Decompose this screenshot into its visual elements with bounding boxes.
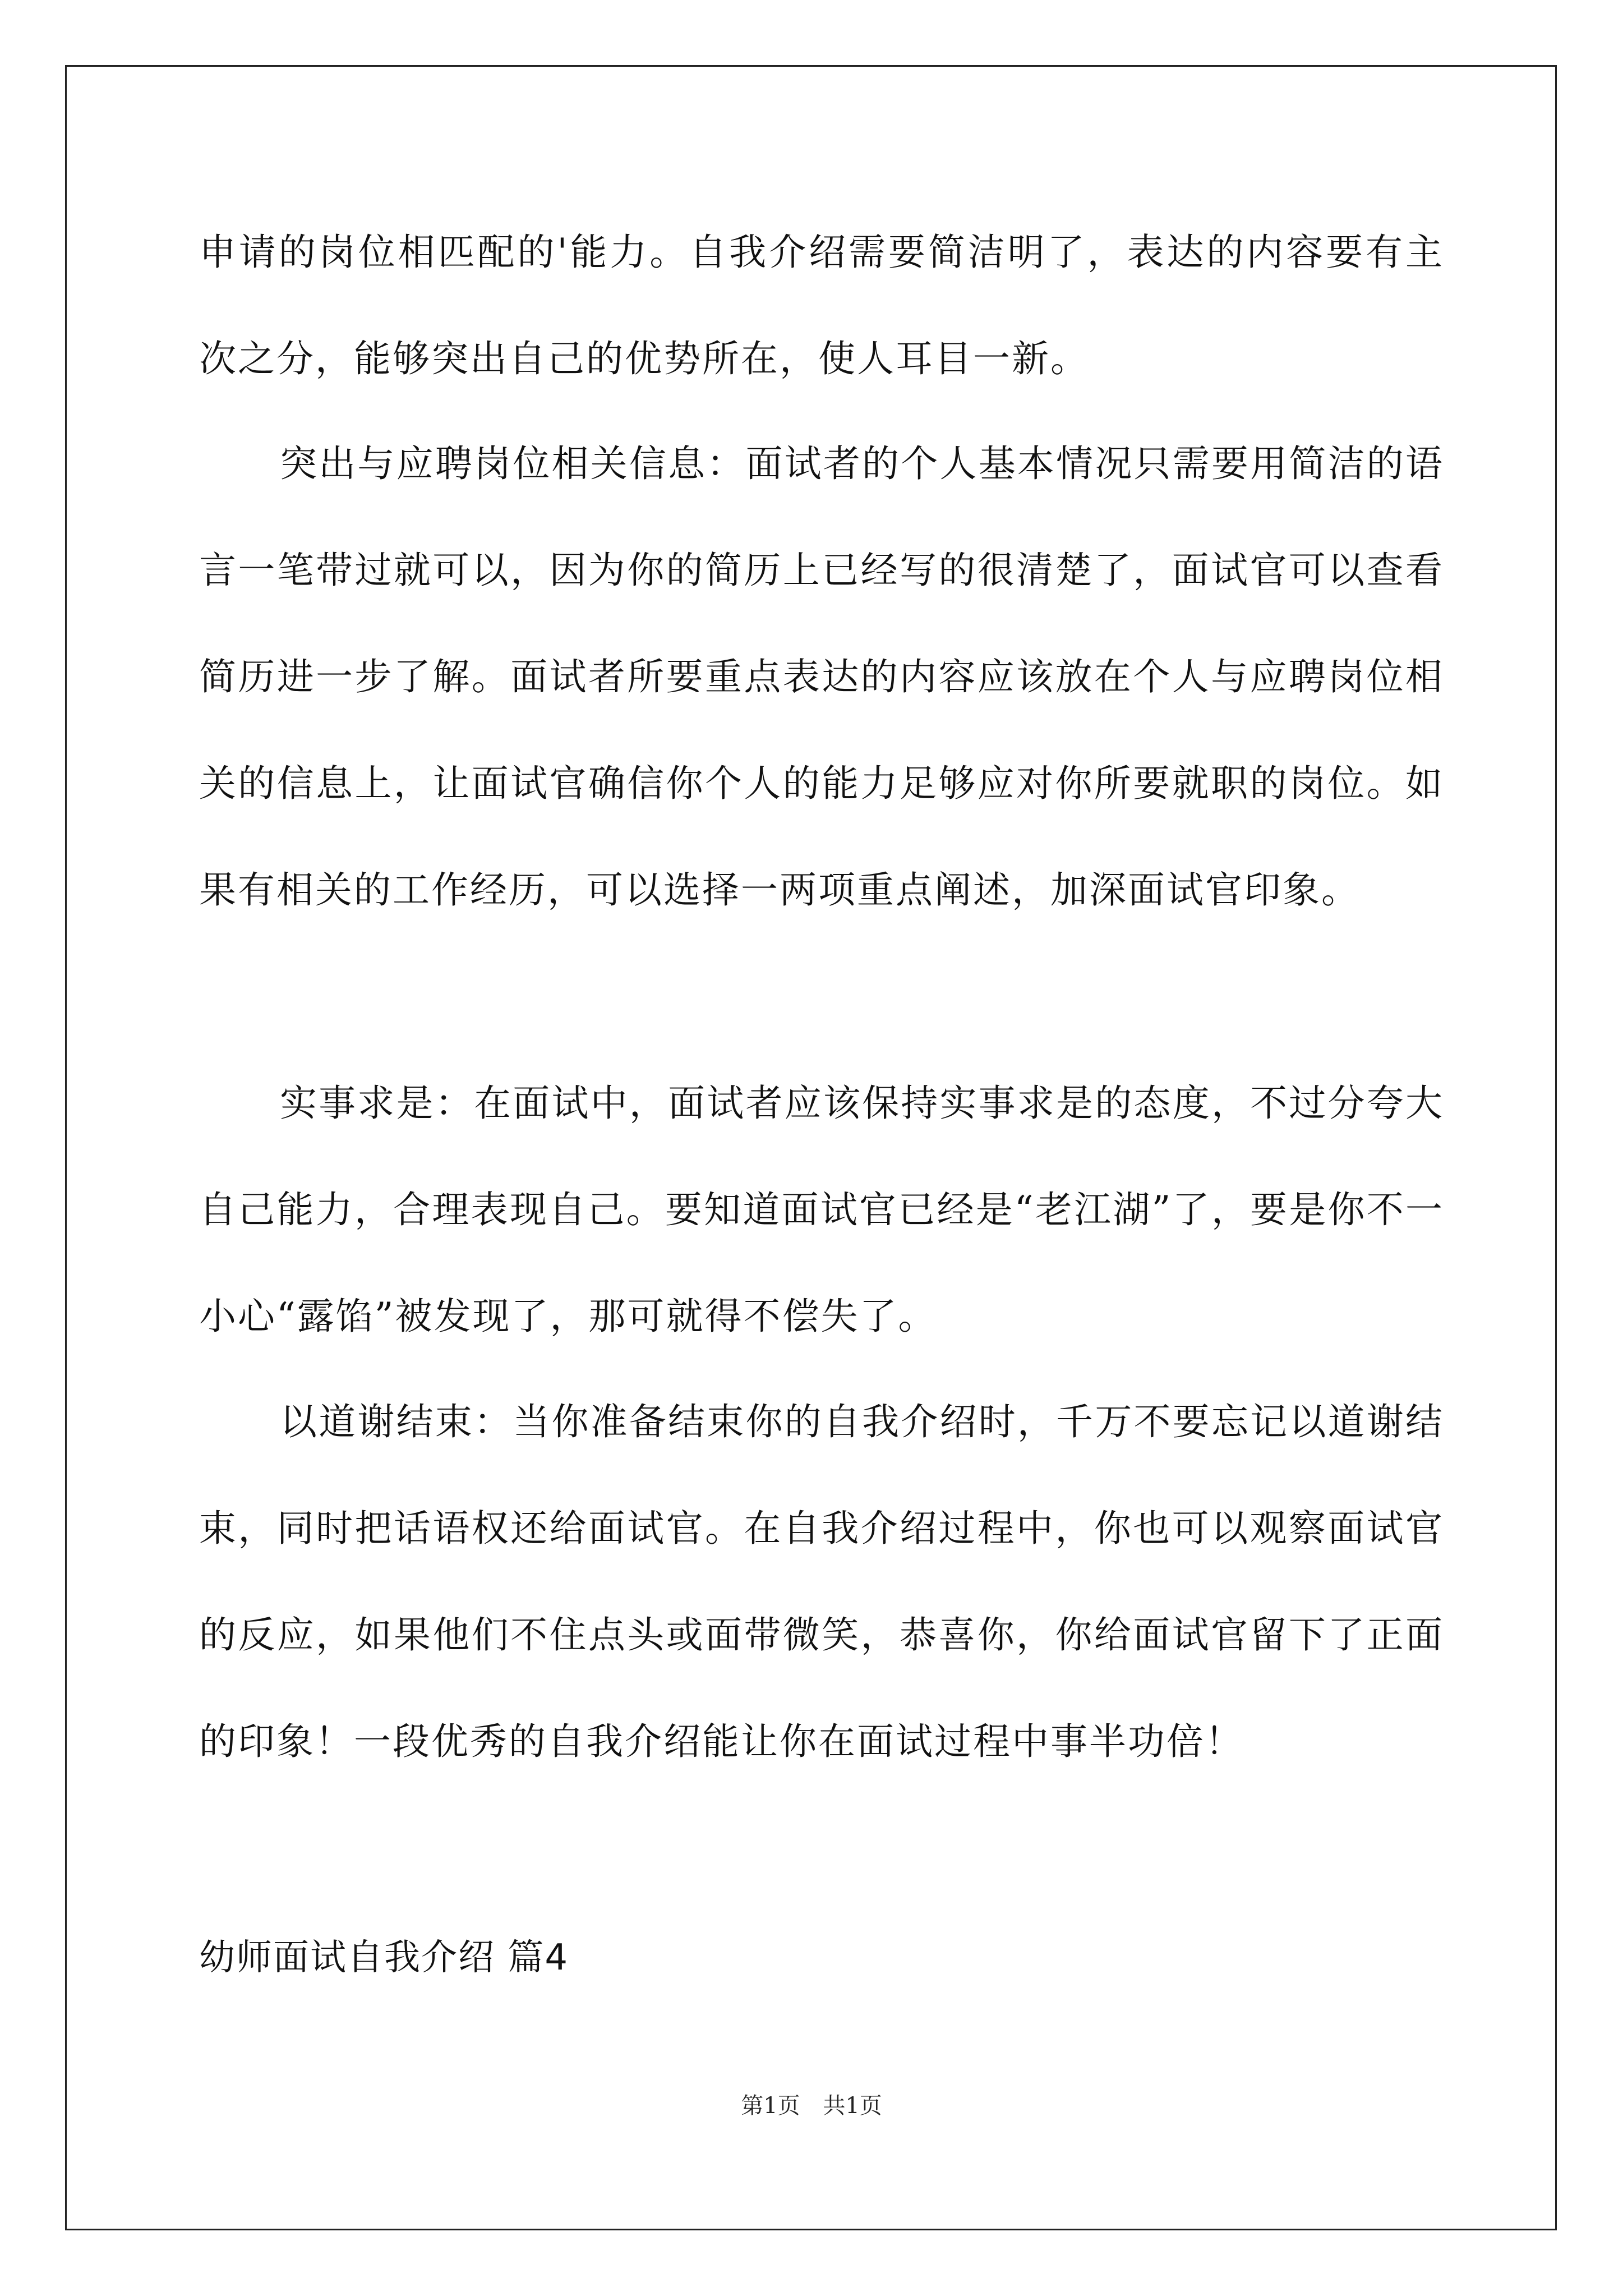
page-footer: [0, 2089, 1623, 2123]
paragraph-2: 突出与应聘岗位相关信息：面试者的个人基本情况只需要用简洁的语言一笔带过就可以，因为你的简历上已经写的很清楚了，面试官可以查看简历进一步了解。面试者所要重点表达的内容应该放在个人与应聘岗位相关的信息上，让面试官确信你个人的能力足够应对你所要就职的岗位。如果有相关的工作经历，可以选择一两项重点阐述，加深面试官印象。: [199, 442, 1444, 912]
page-number: 第1页: [741, 2093, 800, 2119]
page-total: 共1页: [823, 2093, 882, 2119]
paragraph-1: 申请的岗位相匹配的'能力。自我介绍需要简洁明了，表达的内容要有主次之分，能够突出自己的优势所在，使人耳目一新。: [199, 231, 1444, 380]
section-heading: 幼师面试自我介绍 篇4: [199, 1937, 569, 1978]
paragraph-3: 实事求是：在面试中，面试者应该保持实事求是的态度，不过分夸大自己能力，合理表现自己。要知道面试官已经是“老江湖”了，要是你不一小心“露馅”被发现了，那可就得不偿失了。: [199, 1082, 1444, 1338]
paragraph-4: 以道谢结束：当你准备结束你的自我介绍时，千万不要忘记以道谢结束，同时把话语权还给面试官。在自我介绍过程中，你也可以观察面试官的反应，如果他们不住点头或面带微笑，恭喜你，你给面试官留下了正面的印象！一段优秀的自我介绍能让你在面试过程中事半功倍！: [199, 1400, 1444, 1763]
